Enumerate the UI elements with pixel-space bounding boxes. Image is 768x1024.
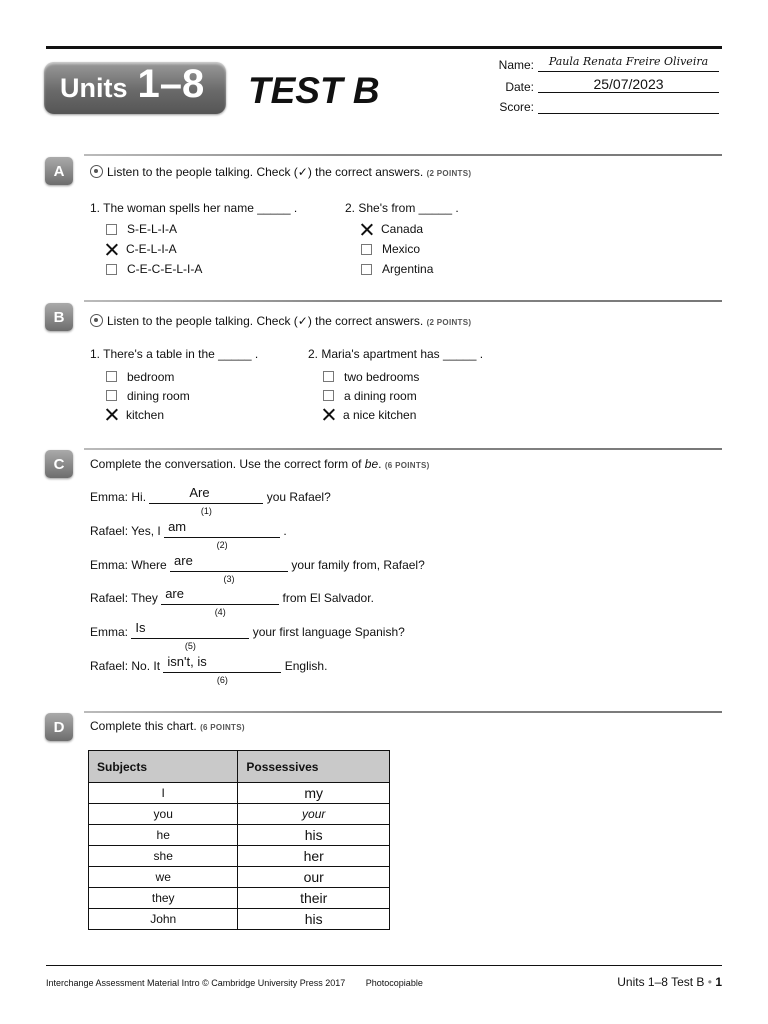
section-b-q1-options xyxy=(106,367,190,424)
conversation-line-4: Rafael: They are (4) from El Salvador. xyxy=(90,586,374,617)
table-row xyxy=(89,909,390,930)
section-b-instruction: Listen to the people talking. Check (✓) the correct answers. (2 POINTS) xyxy=(90,314,471,328)
section-b-q2: 2. Maria's apartment has _____ . xyxy=(308,347,484,361)
subject-cell: I xyxy=(89,783,238,804)
checkbox-icon[interactable] xyxy=(106,390,117,401)
conversation-line-1: Emma: Hi. Are (1) you Rafael? xyxy=(90,485,331,516)
possessives-chart xyxy=(88,750,390,930)
answer-option xyxy=(106,219,202,239)
section-d-instruction: Complete this chart. (6 POINTS) xyxy=(90,719,245,733)
subject-cell: we xyxy=(89,867,238,888)
column-header-possessives: Possessives xyxy=(238,751,390,783)
subject-cell: they xyxy=(89,888,238,909)
subject-cell: you xyxy=(89,804,238,825)
date-field[interactable] xyxy=(538,76,719,93)
section-c-instruction: Complete the conversation. Use the correct form of be. (6 POINTS) xyxy=(90,457,430,471)
answer-option xyxy=(106,405,190,424)
answer-blank-4[interactable]: are (4) xyxy=(161,589,279,605)
section-c-badge: C xyxy=(45,450,73,478)
answer-option-label: a nice kitchen xyxy=(343,407,417,422)
table-row xyxy=(89,846,390,867)
section-a-badge: A xyxy=(45,157,73,185)
top-rule xyxy=(46,46,722,49)
footer-copyright: Interchange Assessment Material Intro © Cambridge University Press 2017 Photocopiable xyxy=(46,978,423,988)
answer-option xyxy=(106,239,202,259)
possessive-cell[interactable]: his xyxy=(238,909,390,930)
answer-option xyxy=(323,386,419,405)
section-b-points: (2 POINTS) xyxy=(426,318,472,327)
conversation-line-2: Rafael: Yes, I am (2) . xyxy=(90,519,287,550)
conversation-line-5: Emma: Is (5) your first language Spanish? xyxy=(90,620,405,651)
possessive-cell: your xyxy=(238,804,390,825)
table-row xyxy=(89,825,390,846)
answer-option xyxy=(361,239,433,259)
section-a-rule xyxy=(84,154,722,156)
answer-option-label: Canada xyxy=(381,222,424,236)
answer-blank-3[interactable]: are (3) xyxy=(170,556,288,572)
conversation-line-3: Emma: Where are (3) your family from, Rafael? xyxy=(90,553,425,584)
units-range: 1–8 xyxy=(137,62,205,106)
answer-option-label: C-E-L-I-A xyxy=(126,242,177,256)
answer-option-label: Mexico xyxy=(382,242,421,256)
answer-option xyxy=(361,259,433,279)
answer-blank-5[interactable]: Is (5) xyxy=(131,623,249,639)
section-a-q2-options xyxy=(361,219,433,279)
checkbox-icon[interactable] xyxy=(361,264,372,275)
table-row xyxy=(89,804,390,825)
checkbox-icon[interactable] xyxy=(106,371,117,382)
subject-cell: he xyxy=(89,825,238,846)
answer-option xyxy=(106,367,190,386)
date-value: 25/07/2023 xyxy=(593,76,664,92)
answer-option-label: dining room xyxy=(127,388,190,403)
subject-cell: she xyxy=(89,846,238,867)
section-d-points: (6 POINTS) xyxy=(200,723,245,732)
units-badge xyxy=(44,62,226,114)
checkbox-icon[interactable] xyxy=(361,244,372,255)
section-a-points: (2 POINTS) xyxy=(426,169,472,178)
checked-box-icon[interactable] xyxy=(323,409,334,420)
section-a-instruction: Listen to the people talking. Check (✓) the correct answers. (2 POINTS) xyxy=(90,165,471,179)
checkbox-icon[interactable] xyxy=(323,371,334,382)
score-label: Score: xyxy=(499,100,534,114)
footer-rule xyxy=(46,965,722,966)
possessive-cell[interactable]: my xyxy=(238,783,390,804)
answer-option-label: S-E-L-I-A xyxy=(127,222,178,236)
checked-box-icon[interactable] xyxy=(106,409,117,420)
page-number: 1 xyxy=(715,975,722,989)
name-field[interactable] xyxy=(538,55,719,72)
column-header-subjects: Subjects xyxy=(89,751,238,783)
possessive-cell[interactable]: his xyxy=(238,825,390,846)
answer-option xyxy=(106,386,190,405)
answer-option xyxy=(106,259,202,279)
table-row xyxy=(89,867,390,888)
score-field[interactable] xyxy=(538,97,719,114)
possessive-cell[interactable]: her xyxy=(238,846,390,867)
conversation-line-6: Rafael: No. It isn't, is (6) English. xyxy=(90,654,328,685)
section-d-rule xyxy=(84,711,722,713)
test-title: TEST B xyxy=(248,70,380,111)
table-row xyxy=(89,888,390,909)
checkbox-icon[interactable] xyxy=(106,264,117,275)
section-a-q1-options xyxy=(106,219,202,279)
section-d-badge: D xyxy=(45,713,73,741)
answer-blank-2[interactable]: am (2) xyxy=(164,522,280,538)
audio-cd-icon[interactable] xyxy=(90,165,103,178)
name-label: Name: xyxy=(498,58,534,72)
section-c-rule xyxy=(84,448,722,450)
answer-option-label: a dining room xyxy=(344,388,417,403)
answer-option xyxy=(323,367,419,386)
subject-cell: John xyxy=(89,909,238,930)
checked-box-icon[interactable] xyxy=(106,244,117,255)
units-word: Units xyxy=(60,73,128,103)
section-a-q2: 2. She's from _____ . xyxy=(345,201,459,215)
footer-photocopiable: Photocopiable xyxy=(365,978,423,988)
section-a-q1: 1. The woman spells her name _____ . xyxy=(90,201,298,215)
checkbox-icon[interactable] xyxy=(106,224,117,235)
audio-cd-icon[interactable] xyxy=(90,314,103,327)
answer-blank-6[interactable]: isn't, is (6) xyxy=(163,657,281,673)
answer-option-label: C-E-C-E-L-I-A xyxy=(127,262,203,276)
name-value: Paula Renata Freire Oliveira xyxy=(548,55,709,68)
table-row xyxy=(89,783,390,804)
answer-option-label: kitchen xyxy=(126,407,165,422)
possessive-cell[interactable]: our xyxy=(238,867,390,888)
checked-box-icon[interactable] xyxy=(361,224,372,235)
answer-option xyxy=(323,405,419,424)
answer-blank-1[interactable]: Are (1) xyxy=(149,488,263,504)
answer-option-label: Argentina xyxy=(382,262,434,276)
section-b-badge: B xyxy=(45,303,73,331)
section-c-points: (6 POINTS) xyxy=(384,461,430,470)
possessive-cell[interactable]: their xyxy=(238,888,390,909)
answer-option-label: bedroom xyxy=(127,369,175,384)
answer-option xyxy=(361,219,433,239)
section-b-q1: 1. There's a table in the _____ . xyxy=(90,347,259,361)
section-b-q2-options xyxy=(323,367,419,424)
checkbox-icon[interactable] xyxy=(323,390,334,401)
answer-option-label: two bedrooms xyxy=(344,369,420,384)
footer-page-label: Units 1–8 Test B • 1 xyxy=(617,975,722,989)
date-label: Date: xyxy=(505,80,534,94)
section-b-rule xyxy=(84,300,722,302)
